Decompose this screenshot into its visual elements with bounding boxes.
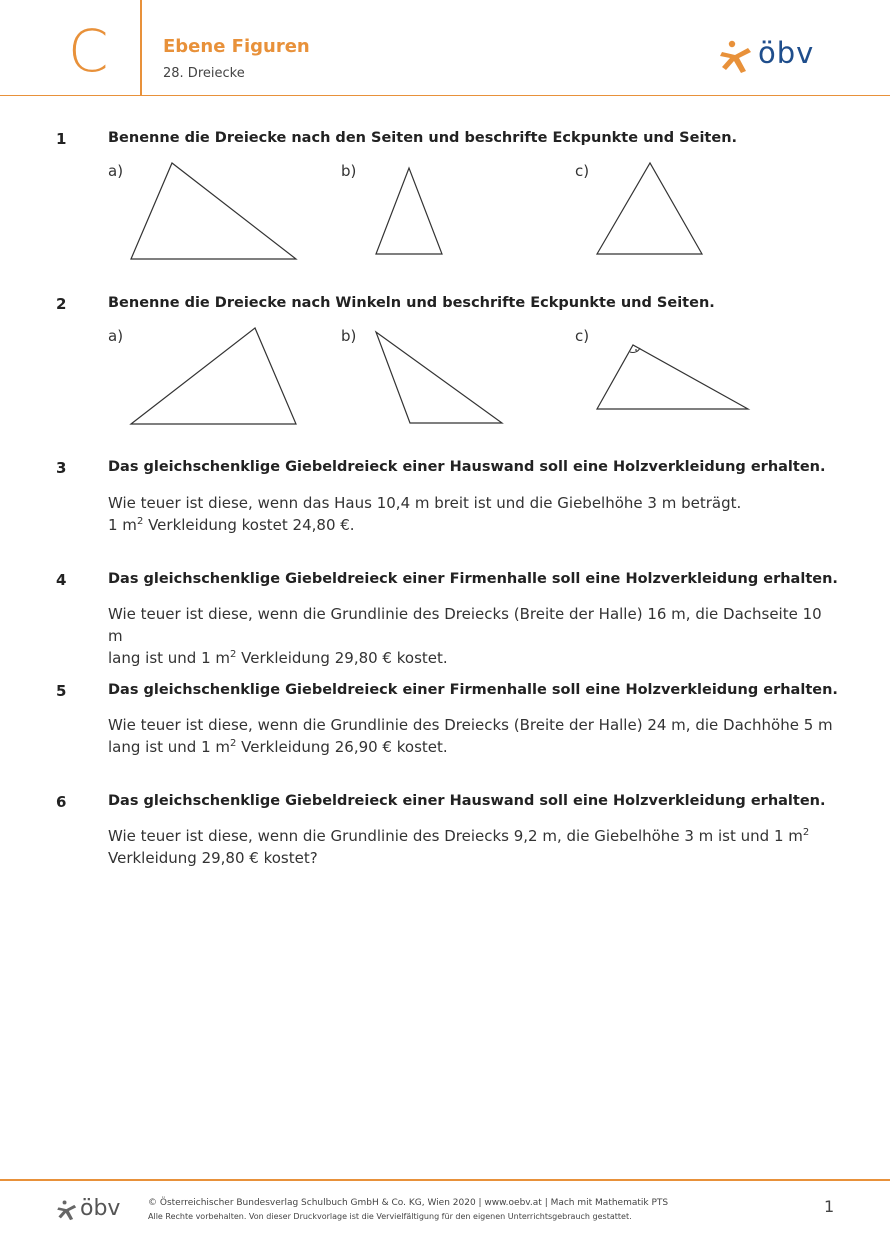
footer-logo (56, 1196, 126, 1224)
chapter-letter: C (68, 17, 109, 85)
figure-label-b: b) (341, 162, 357, 180)
task-text-line: Wie teuer ist diese, wenn die Grundlinie des Dreiecks 9,2 m, die Giebelhöhe 3 m ist und 1 $m^2$ (108, 827, 810, 845)
section-subtitle: 28. Dreiecke (163, 66, 245, 81)
figure-label-b: b) (341, 327, 357, 345)
task-title: Das gleichschenklige Giebeldreieck einer Hauswand soll eine Holzverkleidung erhalten. (108, 793, 826, 809)
figure-label-a: a) (108, 162, 124, 180)
footer-divider (0, 1179, 890, 1181)
figure-label-a: a) (108, 327, 124, 345)
task-text-line: Verkleidung 29,80 € kostet? (108, 849, 318, 867)
task-text-line: 1 $m^2$ Verkleidung kostet 24,80 €. (108, 516, 355, 534)
footer-copyright: © Österreichischer Bundesverlag Schulbuch GmbH & Co. KG, Wien 2020 | www.oebv.at | Mach mit Mathematik PTS (148, 1198, 669, 1208)
task-6-body (108, 825, 838, 869)
footer-logo-text: öbv (80, 1196, 121, 1221)
logo-text: öbv (758, 36, 815, 70)
footer-rights: Alle Rechte vorbehalten. Von dieser Druckvorlage ist die Vervielfältigung für den eigenen Unterrichtsgebrauch gestattet. (148, 1212, 632, 1221)
task-4-body (108, 603, 838, 669)
task-title: Benenne die Dreiecke nach Winkeln und beschrifte Eckpunkte und Seiten. (108, 295, 715, 311)
task-number: 6 (56, 793, 67, 811)
task-number: 1 (56, 130, 67, 148)
obv-footer-logo-icon (56, 1200, 78, 1222)
page-number: 1 (824, 1197, 835, 1216)
task-text-line: Wie teuer ist diese, wenn die Grundlinie des Dreiecks (Breite der Halle) 24 m, die Dachhöhe 5 m (108, 716, 833, 734)
task-title: Das gleichschenklige Giebeldreieck einer Firmenhalle soll eine Holzverkleidung erhalten. (108, 571, 838, 587)
task-3-body (108, 492, 838, 536)
task-text-line: Wie teuer ist diese, wenn das Haus 10,4 m breit ist und die Giebelhöhe 3 m beträgt. (108, 494, 742, 512)
triangle-2c (0, 0, 890, 450)
task-number: 4 (56, 571, 67, 589)
chapter-title: Ebene Figuren (163, 36, 310, 57)
task-title: Das gleichschenklige Giebeldreieck einer Hauswand soll eine Holzverkleidung erhalten. (108, 459, 826, 475)
task-text-line: lang ist und 1 $m^2$ Verkleidung 29,80 € kostet. (108, 649, 448, 667)
task-number: 2 (56, 295, 67, 313)
figure-label-c: c) (575, 162, 590, 180)
task-title: Das gleichschenklige Giebeldreieck einer Firmenhalle soll eine Holzverkleidung erhalten. (108, 682, 838, 698)
task-title: Benenne die Dreiecke nach den Seiten und beschrifte Eckpunkte und Seiten. (108, 130, 738, 146)
task-number: 3 (56, 459, 67, 477)
task-number: 5 (56, 682, 67, 700)
task-5-body (108, 714, 838, 758)
task-text-line: lang ist und 1 $m^2$ Verkleidung 26,90 € kostet. (108, 738, 448, 756)
task-text-line: Wie teuer ist diese, wenn die Grundlinie des Dreiecks (Breite der Halle) 16 m, die Dachseite 10 m (108, 605, 822, 645)
figure-label-c: c) (575, 327, 590, 345)
